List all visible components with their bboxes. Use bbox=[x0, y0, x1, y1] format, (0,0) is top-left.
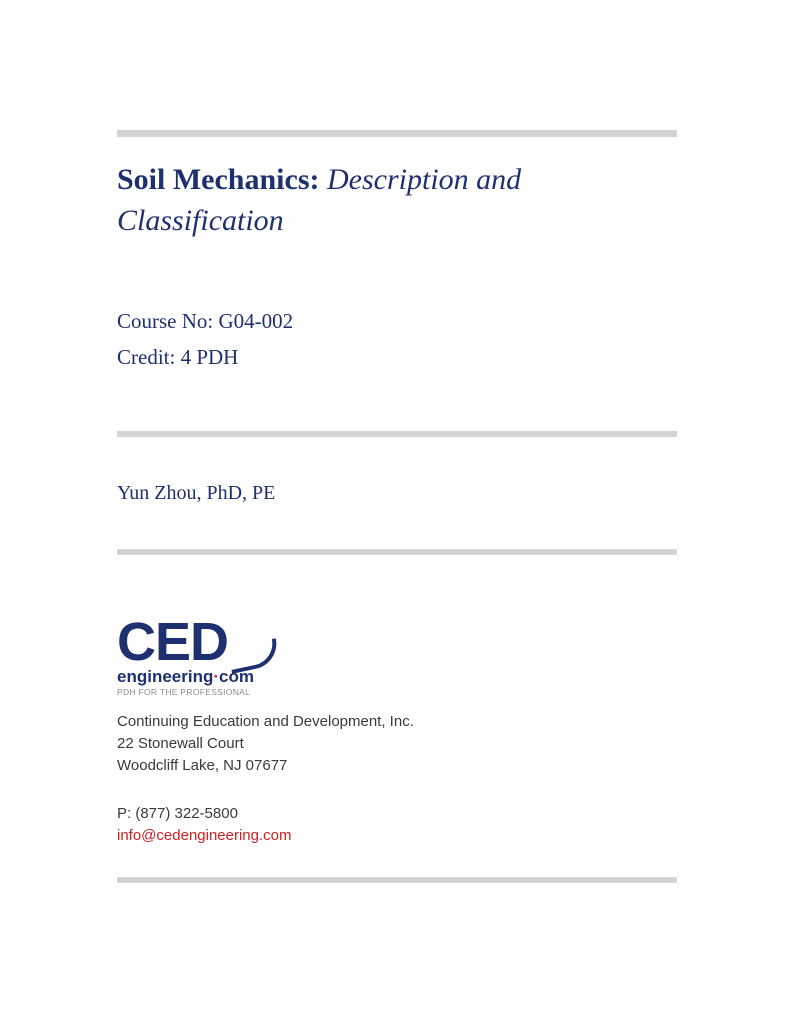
divider-bottom bbox=[117, 877, 677, 883]
ced-logo bbox=[117, 612, 317, 697]
logo-subtext-dot: · bbox=[213, 667, 220, 686]
organization-street: 22 Stonewall Court bbox=[117, 735, 244, 752]
course-meta bbox=[117, 303, 677, 375]
organization-city-state-zip: Woodcliff Lake, NJ 07677 bbox=[117, 757, 288, 774]
logo-subtext-left: engineering bbox=[117, 667, 214, 686]
contact-email-link[interactable]: info@cedengineering.com bbox=[117, 827, 292, 844]
divider-author bbox=[117, 549, 677, 555]
contact-block bbox=[117, 803, 677, 847]
contact-phone: P: (877) 322-5800 bbox=[117, 805, 238, 822]
organization-name: Continuing Education and Development, Inc. bbox=[117, 713, 414, 730]
spacer-1 bbox=[117, 375, 677, 431]
divider-bottom-wrap bbox=[117, 877, 677, 883]
organization-address bbox=[117, 711, 677, 777]
title-bold-part: Soil Mechanics: bbox=[117, 163, 320, 196]
title-italic-part: Description and Classification bbox=[117, 163, 522, 237]
page-title bbox=[117, 159, 677, 241]
logo-subtext-right: com bbox=[219, 667, 254, 686]
author-name: Yun Zhou, PhD, PE bbox=[117, 482, 276, 504]
logo-wordmark: CED bbox=[117, 612, 229, 672]
divider-top bbox=[117, 130, 677, 137]
title-block bbox=[117, 159, 677, 241]
course-credit: Credit: 4 PDH bbox=[117, 345, 239, 369]
divider-middle bbox=[117, 431, 677, 437]
course-number: Course No: G04-002 bbox=[117, 309, 294, 333]
cover-content bbox=[117, 130, 677, 883]
logo-tagline: PDH FOR THE PROFESSIONAL bbox=[117, 687, 251, 697]
